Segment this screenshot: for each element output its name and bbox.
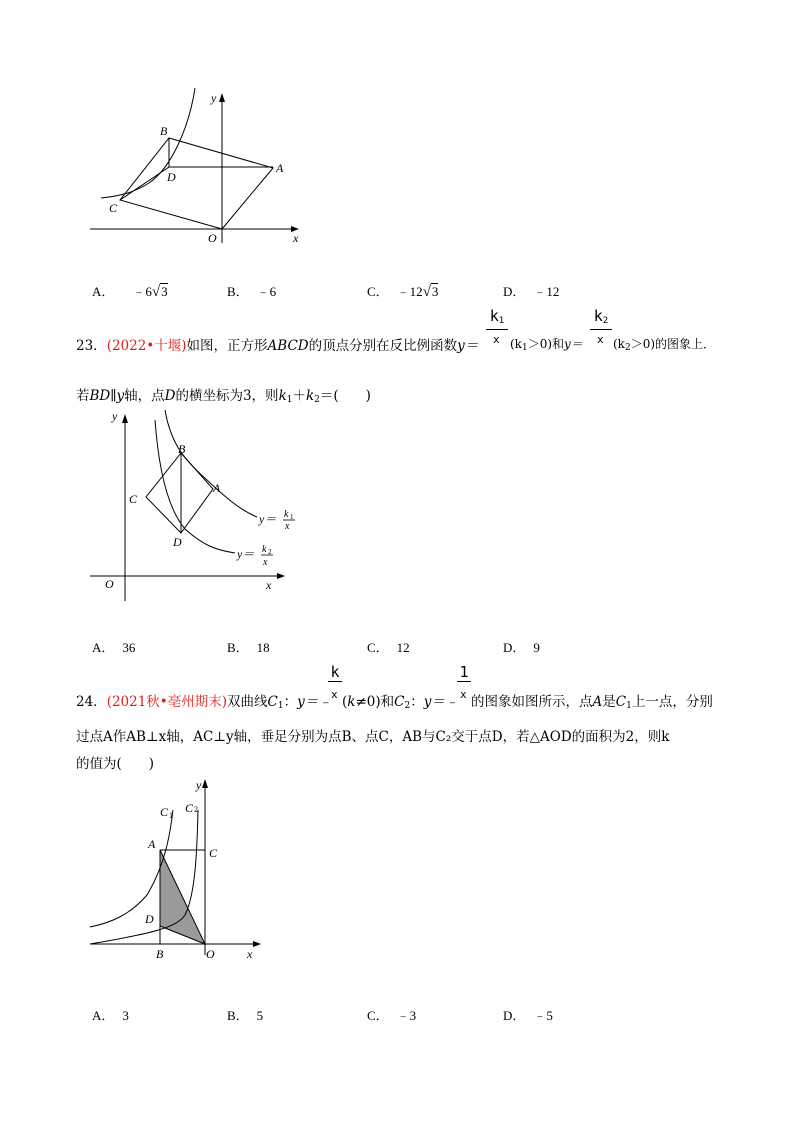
q24-option-b[interactable]: B． 5 [227, 1008, 264, 1023]
curve2-k: k [262, 544, 267, 555]
q23-k2-fraction-top: $k_2$ [590, 308, 612, 330]
label-D: D [167, 170, 176, 184]
q24-option-a[interactable]: A． 3 [92, 1008, 129, 1023]
q24-k-numerator: k [328, 664, 342, 682]
q23-den1: x [493, 333, 500, 346]
curve1-sub: 1 [290, 513, 294, 521]
q22-option-d[interactable]: D． ﹣12 [503, 284, 560, 299]
q24-line3: 的值为( ) [76, 756, 155, 772]
label-x: x [266, 578, 272, 592]
curve2-sub: 2 [268, 548, 272, 556]
label-y: y [196, 778, 202, 792]
q23-cond2: $(k_2>0)$的图象上． [613, 337, 716, 353]
curve2-den: x [263, 557, 268, 568]
label-C: C [129, 492, 138, 506]
q22-figure [85, 88, 315, 248]
label-A: A [213, 481, 221, 495]
q23-line1: 23．(2022•十堰)如图，正方形ABCD的顶点分别在反比例函数y＝ [76, 338, 479, 354]
label-O: O [206, 947, 215, 961]
q23-figure [85, 405, 315, 605]
label-B: B [178, 442, 186, 456]
q24-line1: 24．(2021秋•亳州期末)双曲线$C_1$：y＝﹣ [76, 694, 332, 711]
q23-option-b[interactable]: B． 18 [227, 640, 270, 655]
label-x: x [247, 947, 253, 961]
q23-option-d[interactable]: D． 9 [503, 640, 540, 655]
q24-den2: x [460, 688, 467, 701]
curve2-label: y＝ [237, 547, 255, 561]
label-C2: C [185, 801, 194, 815]
q24-line2: 过点A作AB⊥x轴，AC⊥y轴，垂足分别为点B、点C，AB与C₂交于点D，若△AOD的面积为2，则k [76, 729, 670, 745]
label-C1: C [160, 805, 169, 819]
curve1-label: y＝ [259, 512, 277, 526]
label-C: C [209, 846, 218, 860]
label-O: O [105, 577, 114, 591]
q23-line2: 若BD∥y轴，点D的横坐标为3，则$k_1+k_2=$( ) [76, 388, 371, 405]
label-O: O [208, 231, 217, 245]
label-B: B [160, 124, 168, 138]
q23-k1-fraction-top: $k_1$ [486, 308, 508, 330]
q23-den2: x [597, 333, 604, 346]
q23-option-a[interactable]: A． 36 [92, 640, 136, 655]
q22-option-a[interactable]: A． ﹣6√3 [92, 284, 168, 300]
q22-option-b[interactable]: B． ﹣6 [227, 284, 277, 299]
q24-option-c[interactable]: C． ﹣3 [367, 1008, 417, 1023]
label-y: y [211, 91, 217, 105]
label-A: A [276, 161, 284, 175]
q24-line1b: (k≠0)和$C_2$：y＝﹣ [342, 694, 459, 711]
label-C1-sub: 1 [169, 811, 173, 820]
label-x: x [293, 231, 299, 245]
q24-one-numerator: 1 [457, 664, 471, 682]
q24-den1: x [331, 688, 338, 701]
curve1-k: k [284, 509, 289, 520]
q23-cond1: $(k_1>0)$和y＝ [510, 337, 583, 353]
label-C: C [109, 201, 118, 215]
q22-option-c[interactable]: C． ﹣12√3 [367, 284, 439, 300]
curve1-den: x [285, 521, 290, 532]
q23-option-c[interactable]: C． 12 [367, 640, 410, 655]
q24-option-d[interactable]: D． ﹣5 [503, 1008, 553, 1023]
label-A: A [148, 837, 156, 851]
label-D: D [145, 912, 154, 926]
label-D: D [173, 535, 182, 549]
label-y: y [112, 409, 118, 423]
label-C2-sub: 2 [194, 805, 198, 814]
q24-line1c: 的图象如图所示，点A是$C_1$上一点，分别 [471, 694, 713, 711]
q24-figure [85, 775, 275, 970]
label-B: B [156, 947, 164, 961]
